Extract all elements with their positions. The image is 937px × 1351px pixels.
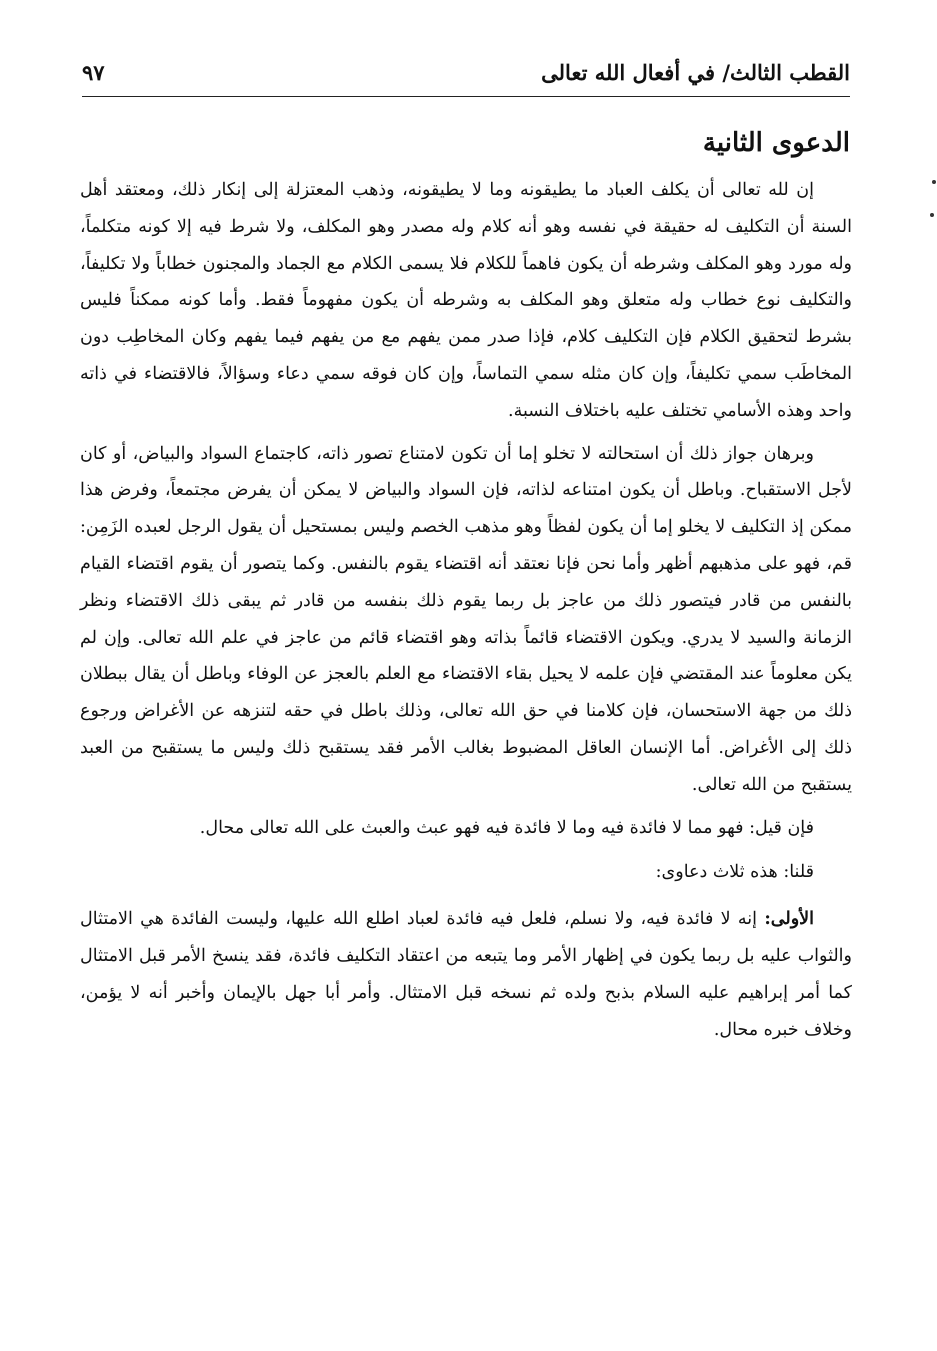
margin-speck [930,213,934,217]
paragraph-5-text: إنه لا فائدة فيه، ولا نسلم، فلعل فيه فائدة لعباد اطلع الله عليها، وليست الفائدة هي الامتثال والثواب عليه بل ربما يكون في إظهار الأمر وما يتبعه من اعتقاد التكليف فائدة، فقد ينسخ الأمر قبل الامتثال كما أمر إبراهيم عليه السلام بذبح ولده ثم نسخه قبل الامتثال. وأمر أبا جهل بالإيمان وأخبر أنه لا يؤمن، وخلاف خبره محال. [80,909,852,1040]
paragraph-3: فإن قيل: فهو مما لا فائدة فيه وما لا فائدة فيه فهو عبث والعبث على الله تعالى محال. [199,817,814,838]
margin-speck [932,180,936,184]
paragraph-2: وبرهان جواز ذلك أن استحالته لا تخلو إما أن تكون لامتناع تصور ذاته، كاجتماع السواد والبياض، أو كان لأجل الاستقباح. وباطل أن يكون امتناعه لذاته، فإن السواد والبياض لا يمكن أن يفرض مجتمعاً، وفرض هذا ممكن إذ التكليف لا يخلو إما أن يكون لفظاً وهو مذهب الخصم وليس بمستحيل أن يقول الرجل لعبده الزَمِن: قم، فهو على مذهبهم أظهر وأما نحن فإنا نعتقد أنه اقتضاء يقوم بالنفس. وكما يتصور أن يقوم اقتضاء القيام بالنفس من قادر فيتصور ذلك من عاجز بل ربما يقوم ذلك بنفسه من قادر ثم يبقى ذلك الاقتضاء ونظر الزمانة والسيد لا يدري. ويكون الاقتضاء قائماً بذاته وهو اقتضاء قائم من عاجز في علم الله تعالى. وإن لم يكن معلوماً عند المقتضي فإن علمه لا يحيل بقاء الاقتضاء مع العلم بالعجز عن الوفاء وباطل أن يقال ببطلان ذلك من جهة الاستحسان، فإن كلامنا في حق الله تعالى، وذلك باطل في حقه لتنزهه عن الأغراض ورجوع ذلك إلى الأغراض. أما الإنسان العاقل المضبوط بغالب الأمر فقد يستقبح ذلك وليس ما يستقبح من العبد يستقبح من الله تعالى. [80,443,852,795]
header-divider [82,96,850,97]
paragraph-1: إن لله تعالى أن يكلف العباد ما يطيقونه وما لا يطيقونه، وذهب المعتزلة إلى إنكار ذلك، ومعتقد أهل السنة أن التكليف له حقيقة في نفسه وهو أنه كلام وله مصدر وهو المكلف، ولا شرط فيه إلا كونه متكلماً، وله مورد وهو المكلف وشرطه أن يكون فاهماً للكلام فلا يسمى الكلام مع الجماد والمجنون خطاباً ولا تكليفاً، والتكليف نوع خطاب وله متعلق وهو المكلف به وشرطه أن يكون مفهوماً فقط. وأما كونه ممكناً فليس بشرط لتحقيق الكلام فإن التكليف كلام، فإذا صدر ممن يفهم مع من يفهم فيما يفهم وكان المخاطِب دون المخاطَب سمي تكليفاً، وإن كان مثله سمي التماساً، وإن كان فوقه سمي دعاء وسؤالاً، فالاقتضاء في ذاته واحد وهذه الأسامي تختلف عليه باختلاف النسبة. [80,180,852,421]
page-number: ٩٧ [82,60,105,85]
running-title: القطب الثالث/ في أفعال الله تعالى [541,60,850,85]
paragraph-5-label: الأولى: [764,909,814,930]
paragraph-5 [80,901,852,1048]
running-header [82,58,850,92]
paragraph-4: قلنا: هذه ثلاث دعاوى: [655,862,814,883]
section-title: الدعوى الثانية [702,128,850,158]
body-text [80,172,852,1054]
